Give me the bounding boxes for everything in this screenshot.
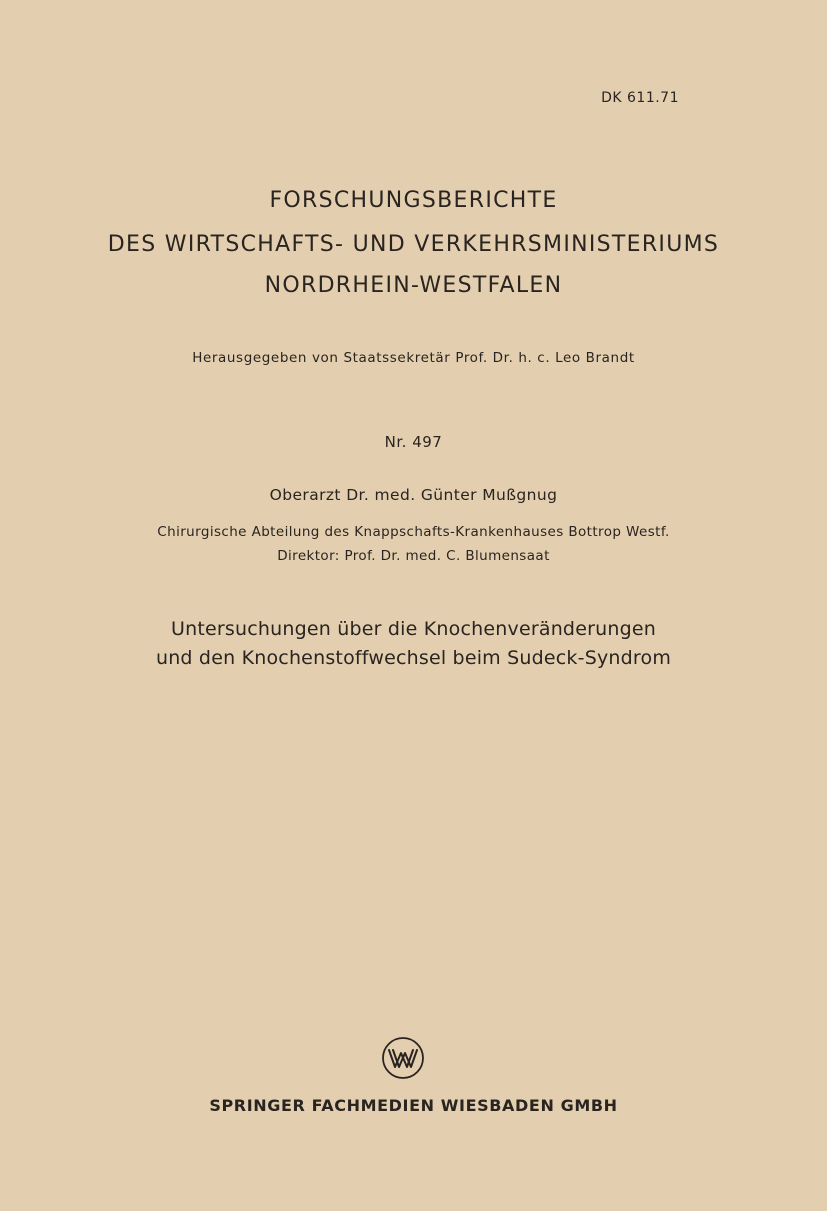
series-title-line-1: FORSCHUNGSBERICHTE bbox=[269, 188, 558, 213]
series-title-line-2: DES WIRTSCHAFTS- UND VERKEHRSMINISTERIUMS bbox=[107, 232, 720, 257]
author-name: Oberarzt Dr. med. Günter Mußgnug bbox=[269, 486, 558, 504]
volume-number: Nr. 497 bbox=[384, 433, 443, 451]
publisher-logo-icon bbox=[381, 1036, 425, 1080]
institution-line-1: Chirurgische Abteilung des Knappschafts-Krankenhauses Bottrop Westf. bbox=[157, 524, 670, 540]
book-title-line-2: und den Knochenstoffwechsel beim Sudeck-Syndrom bbox=[155, 647, 672, 669]
institution-line-2: Direktor: Prof. Dr. med. C. Blumensaat bbox=[277, 548, 550, 564]
editor-line: Herausgegeben von Staatssekretär Prof. Dr. h. c. Leo Brandt bbox=[192, 350, 635, 366]
classification-number: DK 611.71 bbox=[601, 90, 679, 106]
publisher-name: SPRINGER FACHMEDIEN WIESBADEN GMBH bbox=[209, 1096, 618, 1115]
book-title-line-1: Untersuchungen über die Knochenveränderungen bbox=[171, 618, 656, 640]
series-title-line-3: NORDRHEIN-WESTFALEN bbox=[264, 273, 563, 298]
